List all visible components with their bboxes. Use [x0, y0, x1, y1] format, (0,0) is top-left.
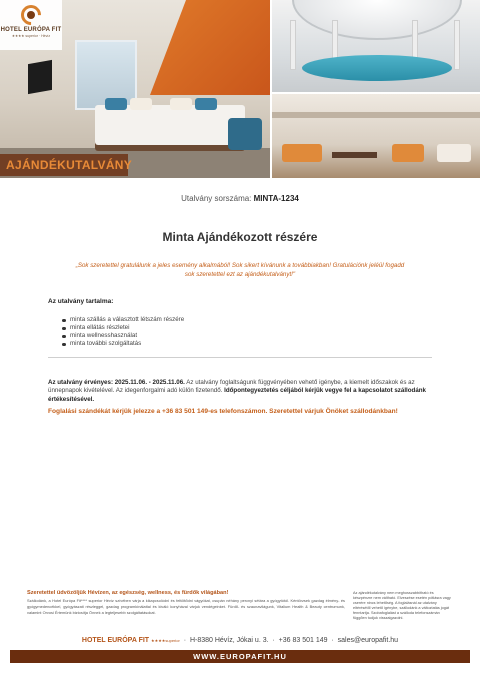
gift-voucher-title: AJÁNDÉKUTALVÁNY [6, 158, 133, 172]
footer-hotel-stars: ★★★★superior [151, 638, 180, 643]
validity-text: Az utalvány foglaltságunk függvényében vehető igénybe, a kiemelt időszakok és az ünnepnapok kivételével. Az idegenforgalmi adó külön fizetendő. [48, 379, 415, 395]
greeting-quote-line-1: „Sok szeretettel gratulálunk a jeles esemény alkalmából! Sok sikert kívánunk a továbbiakban! Gratulációnk jeléül fogadd [75, 262, 405, 269]
footer-welcome-heading: Szeretettel üdvözöljük Hévízen, az egészség, wellness, és fürdők világában! [27, 590, 229, 596]
contact-row: HOTEL EURÓPA FIT ★★★★superior · H-8380 Hévíz, Jókai u. 3. · +36 83 501 149 · sales@europafit.hu [81, 637, 399, 644]
lobby-photo [272, 94, 480, 178]
pool-hall-photo [272, 0, 480, 92]
footer-address: H-8380 Hévíz, Jókai u. 3. [189, 637, 269, 644]
list-item: minta további szolgáltatás [62, 340, 184, 348]
logo-icon [21, 5, 41, 25]
website-link[interactable]: WWW.EUROPAFIT.HU [193, 652, 287, 661]
footer-phone-link[interactable]: +36 83 501 149 [278, 637, 328, 644]
recipient-title: Minta Ajándékozott részére [162, 230, 318, 244]
footer-terms-note: Az ajándékutalvány nem meghosszabbítható és készpénzre nem váltható. Elveszése esetén pótlásra vagy cserére nincs lehetőség. A foglalásnál az utalvány eltérésétől vehető igénybe, szállodánk a változtatás jogát fenntartja. Szobafoglalást a szálloda telefonszámán függően tudjuk visszaigazolni. [353, 591, 451, 621]
contents-title: Az utalvány tartalma: [48, 298, 114, 305]
divider [48, 357, 432, 358]
voucher-number-value: MINTA-1234 [253, 194, 299, 203]
logo-name: HOTEL EURÓPA FIT [0, 27, 62, 33]
voucher-number [0, 194, 480, 203]
validity-contact-note: Időpontegyeztetés céljából kérjük vegye fel a kapcsolatot szállodánk értékesítésével. [48, 387, 426, 403]
contents-list [62, 316, 184, 348]
footer-email-link[interactable]: sales@europafit.hu [337, 637, 399, 644]
footer-welcome [27, 590, 345, 616]
list-item: minta szállás a választott létszám részére [62, 316, 184, 324]
voucher-number-label: Utalvány sorszáma: [181, 194, 252, 203]
footer-hotel-name: HOTEL EURÓPA FIT [81, 637, 150, 644]
hotel-logo [0, 0, 62, 50]
greeting-quote [58, 262, 422, 279]
booking-paragraph: Foglalási szándékát kérjük jelezze a +36 83 501 149-es telefonszámon. Szeretettel várjuk Önöket szállodánkban! [48, 408, 398, 415]
validity-paragraph [48, 379, 434, 404]
greeting-quote-line-2: sok szeretettel ezt az ajándékutalványt!" [184, 270, 296, 278]
hero-photos [0, 0, 480, 178]
logo-tagline: ★★★★ superior · Hévíz [11, 34, 51, 38]
list-item: minta ellátás részletei [62, 324, 184, 332]
validity-label: Az utalvány érvényes: 2025.11.06. - 2025.11.06. [48, 379, 185, 386]
footer-welcome-text: Szállodánk, a Hotel Európa Fit**** superior Hévíz szívében várja a kikapcsolódni és feltöltődni vágyókat, csupán néhány percnyi sétára a gyógytótól. Kéntörzsek gazdag élmény- és gyógymedencékkel, gyógyászati részleggel, gazdag programkínálattal és kiváló konyhával várjuk vendégeinket. Fürdő- és szaunavilágunk, Vitalium Health & Beauty centrumunk, valamint Orvosi Értemünk biztosítja Önnek a legteljesebb szolgáltatásokat. [27, 598, 345, 615]
list-item: minta wellnesshasználat [62, 332, 184, 340]
